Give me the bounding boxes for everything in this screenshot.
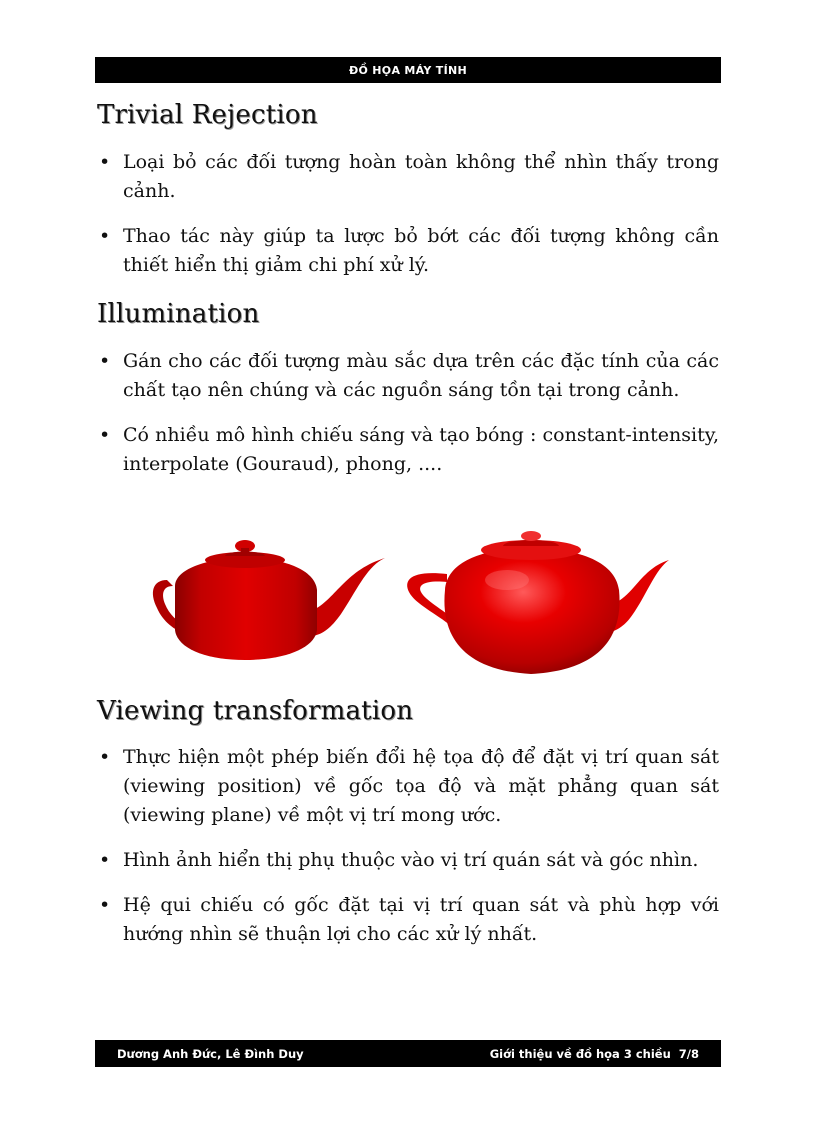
list-item: • Thao tác này giúp ta lược bỏ bớt các đối tượng không cần thiết hiển thị giảm chi phí xử lý. (97, 222, 719, 280)
list-item: • Hình ảnh hiển thị phụ thuộc vào vị trí quán sát và góc nhìn. (97, 846, 719, 875)
list-item: • Có nhiều mô hình chiếu sáng và tạo bóng : constant-intensity, interpolate (Gouraud), phong, .... (97, 421, 719, 479)
heading-viewing-transformation: Viewing transformation (97, 696, 414, 726)
list-viewing-transformation (97, 743, 719, 949)
list-item: • Gán cho các đối tượng màu sắc dựa trên các đặc tính của các chất tạo nên chúng và các nguồn sáng tồn tại trong cảnh. (97, 347, 719, 405)
page-footer (95, 1040, 721, 1067)
footer-page-number: 7/8 (678, 1046, 699, 1061)
flat-shaded-teapot (153, 540, 385, 660)
footer-authors: Dương Anh Đức, Lê Đình Duy (117, 1046, 304, 1061)
heading-trivial-rejection: Trivial Rejection (97, 100, 318, 130)
footer-right (490, 1047, 699, 1061)
footer-course: Giới thiệu về đồ họa 3 chiều (489, 1046, 671, 1061)
smooth-shaded-teapot (407, 531, 669, 674)
list-item: • Loại bỏ các đối tượng hoàn toàn không thể nhìn thấy trong cảnh. (97, 148, 719, 206)
list-item: • Hệ qui chiếu có gốc đặt tại vị trí quan sát và phù hợp với hướng nhìn sẽ thuận lợi cho các xử lý nhất. (97, 891, 719, 949)
list-illumination (97, 347, 719, 479)
heading-illumination: Illumination (97, 299, 260, 329)
page-header (95, 57, 721, 83)
header-title: ĐỒ HỌA MÁY TÍNH (348, 63, 467, 77)
list-item: • Thực hiện một phép biến đổi hệ tọa độ để đặt vị trí quan sát (viewing position) về gốc tọa độ và mặt phẳng quan sát (viewing plane) về một vị trí mong ước. (97, 743, 719, 830)
teapot-illustration (145, 530, 675, 678)
list-trivial-rejection (97, 148, 719, 280)
